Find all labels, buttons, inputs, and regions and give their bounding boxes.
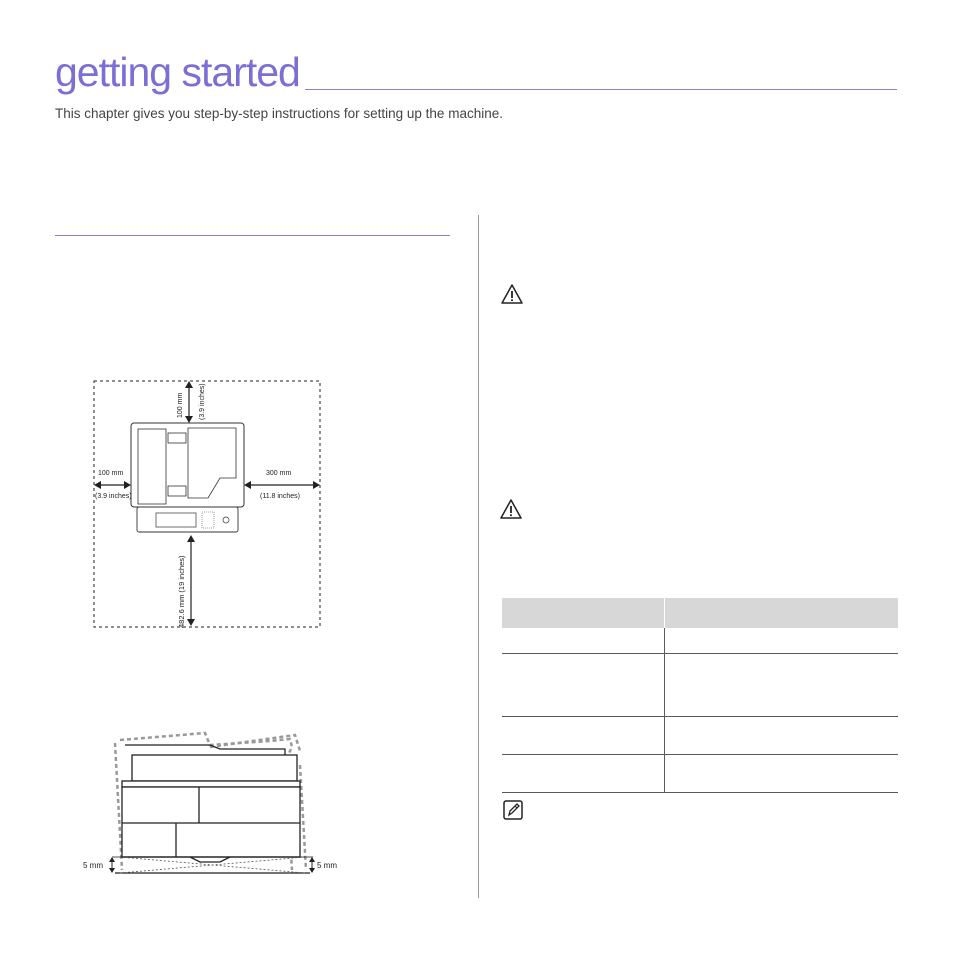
table-cell — [665, 716, 899, 754]
table-cell — [502, 754, 665, 792]
machine-side-view — [122, 745, 300, 862]
right-clearance-mm: 300 mm — [266, 470, 292, 477]
table-row — [502, 653, 898, 716]
spec-table — [502, 598, 898, 793]
table-cell — [665, 628, 899, 653]
table-cell — [502, 653, 665, 716]
table-row — [502, 628, 898, 653]
machine-top-view — [131, 423, 244, 532]
section-rule — [55, 235, 450, 236]
column-divider — [478, 215, 479, 898]
table-header-row — [502, 598, 898, 628]
warning-icon — [501, 284, 523, 304]
left-clearance-mm: 100 mm — [98, 470, 124, 477]
table-cell — [502, 716, 665, 754]
table-row — [502, 716, 898, 754]
clearance-diagram — [90, 378, 325, 631]
top-clearance-in: (3.9 inches) — [199, 383, 206, 420]
front-clearance: 482.6 mm (19 inches) — [177, 555, 186, 628]
left-level-label: 5 mm — [83, 861, 103, 870]
right-clearance-in: (11.8 inches) — [260, 493, 300, 500]
table-header-cell — [665, 598, 899, 628]
table-row — [502, 754, 898, 792]
table-cell — [502, 628, 665, 653]
table-cell — [665, 653, 899, 716]
note-icon — [503, 800, 523, 820]
table-header-cell — [502, 598, 665, 628]
chapter-intro: This chapter gives you step-by-step instructions for setting up the machine. — [55, 106, 503, 121]
top-clearance-mm: 100 mm — [177, 392, 184, 418]
left-clearance-in: (3.9 inches) — [95, 493, 132, 500]
table-cell — [665, 754, 899, 792]
right-level-label: 5 mm — [317, 861, 337, 870]
title-underline — [305, 89, 897, 90]
warning-icon — [500, 499, 522, 519]
page-title: getting started — [55, 49, 300, 95]
level-diagram — [80, 725, 345, 880]
